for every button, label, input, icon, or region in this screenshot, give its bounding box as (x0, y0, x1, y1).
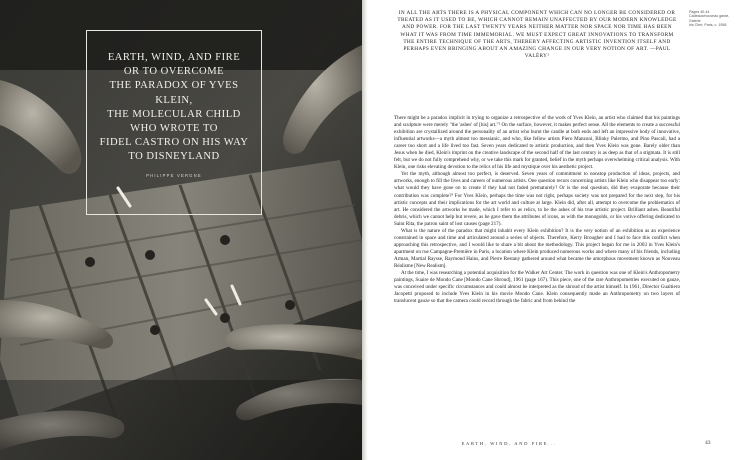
title-line: TO DISNEYLAND (128, 151, 220, 163)
title-line: WHO WROTE TO (130, 123, 218, 135)
title-line: OR TO OVERCOME (123, 66, 225, 78)
title-line: FIDEL CASTRO ON HIS WAY (99, 137, 249, 149)
body-text (394, 115, 680, 451)
running-head: EARTH, WIND, AND FIRE... (461, 441, 557, 446)
paragraph: There might be a paradox implicit in trying to organize a retrospective of the work of Yves Klein, an artist who claimed that his paintings and sculpture were merely "the 'ashes' of [his] art."² On the surface, however, it makes perfect sense. All the elements to create a successful exhibition are crystallized around the personality of an artist who burnt the candle at both ends and left an impressive body of innovative, influential artworks—a myth almost too messianic, and who, like fellow artists Piero Manzoni, Blinky Palermo, and Pino Pascali, had a career too short and a life lived too fast. Seven years dedicated to artistic production, and then Yves Klein was gone. Barely older than Jesus when he died, Klein's imprint on the creative landscape of the second half of the last century is as deep as that of a stigmata. It is still felt, but we do not fully comprehend why, or we take this mark for granted, belief in the myth perhaps overwhelming critical analysis. With Klein, one risks elevating devotion to the relics of his life and mystique over his aesthetic project. (394, 115, 680, 171)
title-line: THE MOLECULAR CHILD (107, 108, 241, 120)
author-name: PHILIPPE VERGNE (146, 172, 202, 178)
caption-line: Cadeaux/nouveau garde, Galerie (689, 14, 730, 23)
title-line: THE PARADOX OF YVES KLEIN, (109, 80, 239, 106)
page-number: 43 (705, 440, 711, 446)
paragraph: At the time, I was researching a potential acquisition for the Walker Art Center. The work in question was one of Klein's Anthropometry paintings, Suaire de Mondo Cane [Mondo Cane Shroud], 1961 (page 167). This piece, one of the rare Anthropometries executed on gauze, was conceived under specific circumstances and could almost be interpreted as the shroud of the artist himself. In 1961, Director Gualtiero Jacopetti proposed to include Yves Klein in his movie Mondo Cane. Klein consequently made an Anthropometry on two layers of translucent gauze so that the camera could record through the fabric and from behind the (394, 270, 680, 305)
title-line: EARTH, WIND, AND FIRE (107, 52, 241, 63)
page-footer (368, 441, 736, 453)
caption-line: Iris Clert, Paris, c. 1958 (689, 23, 727, 28)
text-page (368, 0, 736, 460)
paragraph: Yet the myth, although almost too perfect, is deserved. Seven years of commitment to nonstop production of ideas, projects, and artworks, enough to fill the lives and careers of numerous artists. One question recurs concerning artists like Klein who disappear too early: what would they have gone on to create if they had not faded prematurely? Or is the real question, did they evaporate because their contribution was complete?³ For Yves Klein, perhaps the time was not right, perhaps society was not prepared for the next step, for his artistic concepts and their implications for the art world and culture at large. Klein did, after all, attempt to overcome the problematics of art. He considered the artworks he made, which I refer to as relics, to be the ashes of his true artistic project. Brilliant ashes. Beautiful debris, which we cannot help but revere, as he gave them the attributes of icons, as with the monogolds, or his votive offering dedicated to Saint Rita, the patron saint of lost causes (page 217). (394, 171, 680, 227)
title-box (86, 30, 262, 215)
paragraph: What is the nature of the paradox that might inhabit every Klein exhibition? It is the very notion of an exhibition as an experience constrained in space and time and articulated around a series of objects. Therefore, Kerry Brougher and I had to face this conflict when approaching this retrospective, and I would like to share a bit about the methodology. This project began for me in 2003 in Yves Klein's apartment on rue Campagne-Première in Paris, a location where Klein produced numerous works and where many of his friends, including Arman, Martial Raysse, Raymond Hains, and Pierre Restany gathered around what became the amorphous movement known as Nouveau Réalisme [New Realism]. (394, 227, 680, 269)
photo-caption (689, 10, 733, 28)
epigraph: IN ALL THE ARTS THERE IS A PHYSICAL COMPONENT WHICH CAN NO LONGER BE CONSIDERED OR TREATED AS IT USED TO BE, WHICH CANNOT REMAIN UNAFFECTED BY OUR MODERN KNOWLEDGE AND POWER. FOR THE LAST TWENTY YEARS NEITHER MATTER NOR SPACE NOR TIME HAS BEEN WHAT IT WAS FROM TIME IMMEMORIAL. WE MUST EXPECT GREAT INNOVATIONS TO TRANSFORM THE ENTIRE TECHNIQUE OF THE ARTS, THEREBY AFFECTING ARTISTIC INVENTION ITSELF AND PERHAPS EVEN BRINGING ABOUT AN AMAZING CHANGE IN OUR VERY NOTION OF ART. —PAUL VALÉRY¹ (397, 10, 677, 60)
essay-title (95, 51, 253, 165)
caption-line: Pages 40-44 (689, 10, 710, 14)
photo-page (0, 0, 362, 460)
